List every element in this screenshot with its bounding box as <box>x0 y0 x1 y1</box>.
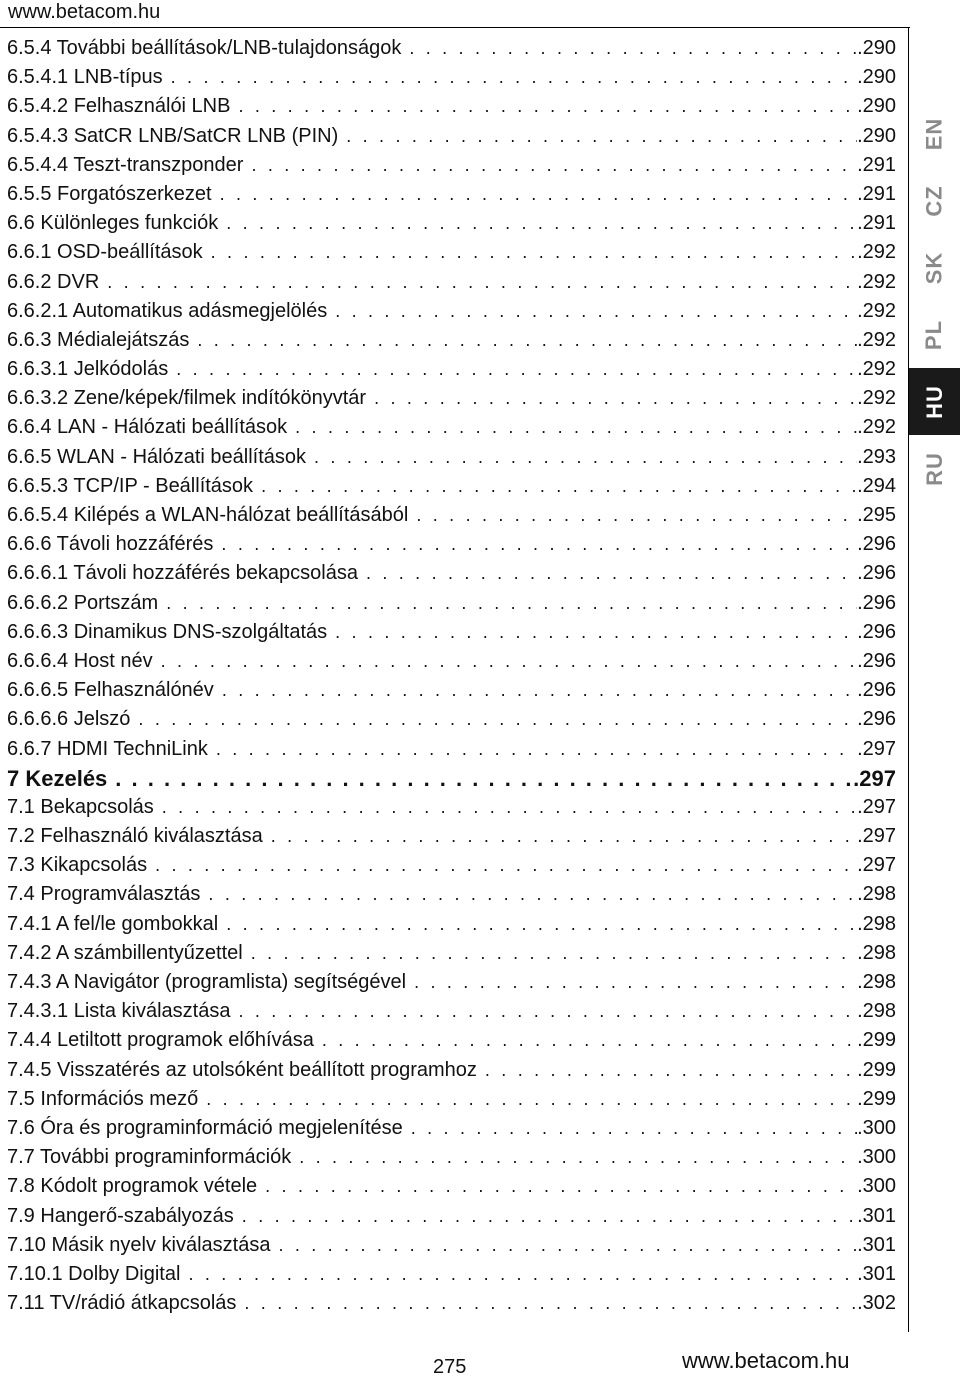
language-tab-pl <box>909 301 960 368</box>
toc-entry-page: .295 <box>857 504 896 526</box>
language-tab-label: SK <box>921 251 947 284</box>
toc-entry-page: .297 <box>857 825 896 848</box>
language-tab-label: HU <box>921 384 947 419</box>
toc-entry-title: 6.6.3 Médialejátszás <box>7 328 190 351</box>
toc-dot-leader <box>188 1260 857 1289</box>
toc-entry-page: .291 <box>857 212 896 235</box>
toc-entry-title: 7.11 TV/rádió átkapcsolás <box>7 1292 237 1315</box>
toc-entry <box>7 1143 896 1172</box>
toc-entry-page: .300 <box>857 1116 896 1139</box>
toc-entry-page: .300 <box>857 1146 896 1169</box>
language-tab-cz <box>909 167 960 234</box>
toc-entry-page: .299 <box>857 1058 896 1081</box>
toc-entry-page: .296 <box>857 591 896 614</box>
toc-entry <box>7 939 896 968</box>
language-tab-label: CZ <box>921 184 947 217</box>
toc-entry-title: 6.6.3.2 Zene/képek/filmek indítókönyvtár <box>7 387 367 410</box>
toc-dot-leader <box>197 326 857 355</box>
toc-entry-page: .299 <box>857 1029 896 1052</box>
toc-entry <box>7 997 896 1026</box>
toc-dot-leader <box>346 122 857 151</box>
toc-entry-page: .301 <box>857 1233 896 1256</box>
toc-entry <box>7 676 896 705</box>
toc-entry-title: 6.6.6.5 Felhasználónév <box>7 679 214 702</box>
toc-entry-title: 6.6.2 DVR <box>7 270 100 293</box>
toc-entry-page: .292 <box>857 241 896 264</box>
toc-entry <box>7 618 896 647</box>
language-tab-label: PL <box>921 319 947 350</box>
toc-dot-leader <box>226 209 857 238</box>
table-of-contents <box>7 34 896 1318</box>
language-tab-hu <box>909 368 960 435</box>
toc-dot-leader <box>314 443 857 472</box>
toc-entry <box>7 501 896 530</box>
toc-entry <box>7 1114 896 1143</box>
toc-entry-page: .294 <box>857 474 896 497</box>
toc-entry-page: .290 <box>857 66 896 89</box>
toc-entry <box>7 910 896 939</box>
toc-entry <box>7 589 896 618</box>
toc-entry <box>7 793 896 822</box>
toc-entry-title: 6.6.5 WLAN - Hálózati beállítások <box>7 445 307 468</box>
toc-entry-title: 6.6.6.6 Jelszó <box>7 708 131 731</box>
footer-site-url: www.betacom.hu <box>682 1348 850 1373</box>
toc-entry <box>7 1056 896 1085</box>
toc-dot-leader <box>251 151 857 180</box>
toc-entry <box>7 1289 896 1318</box>
toc-dot-leader <box>171 63 857 92</box>
toc-entry-page: .297 <box>857 737 896 760</box>
toc-entry-page: .290 <box>857 95 896 118</box>
toc-entry-page: .296 <box>857 649 896 672</box>
toc-dot-leader <box>115 764 853 793</box>
toc-dot-leader <box>138 705 857 734</box>
toc-entry-page: .301 <box>857 1204 896 1227</box>
toc-entry <box>7 735 896 764</box>
toc-entry <box>7 647 896 676</box>
toc-entry-title: 6.5.4.3 SatCR LNB/SatCR LNB (PIN) <box>7 124 339 147</box>
toc-entry-page: .290 <box>857 124 896 147</box>
toc-entry-title: 7.4 Programválasztás <box>7 883 201 906</box>
toc-dot-leader <box>238 997 857 1026</box>
toc-entry <box>7 34 896 63</box>
toc-entry-page: .290 <box>857 37 896 59</box>
toc-entry-title: 7.4.3.1 Lista kiválasztása <box>7 1000 231 1023</box>
toc-entry-page: .300 <box>857 1175 896 1198</box>
toc-entry-page: .296 <box>857 533 896 556</box>
toc-entry-page: .299 <box>857 1087 896 1110</box>
toc-entry-title: 7.4.4 Letiltott programok előhívása <box>7 1029 314 1052</box>
toc-dot-leader <box>485 1056 857 1085</box>
toc-dot-leader <box>161 647 857 676</box>
toc-entry-page: .291 <box>857 182 896 205</box>
toc-entry-title: 7.10 Másik nyelv kiválasztása <box>7 1233 271 1256</box>
toc-entry-page: .296 <box>857 620 896 643</box>
toc-entry-title: 6.5.4.4 Teszt-transzponder <box>7 153 244 176</box>
language-tab-ru <box>909 435 960 502</box>
toc-dot-leader <box>107 268 857 297</box>
toc-entry <box>7 326 896 355</box>
language-tab-label: EN <box>921 117 947 150</box>
toc-entry-title: 7.4.3 A Navigátor (programlista) segítségével <box>7 971 407 993</box>
toc-entry-title: 6.6.7 HDMI TechniLink <box>7 737 208 760</box>
toc-entry-title: 6.5.4.2 Felhasználói LNB <box>7 95 231 118</box>
toc-entry <box>7 209 896 238</box>
toc-entry-title: 6.6.6 Távoli hozzáférés <box>7 533 214 556</box>
header-site-url: www.betacom.hu <box>8 1 161 23</box>
page-number: 275 <box>433 1356 467 1378</box>
toc-entry-title: 6.5.5 Forgatószerkezet <box>7 182 212 205</box>
toc-entry-title: 7.6 Óra és programinformáció megjelenítése <box>7 1116 403 1139</box>
toc-entry-page: .292 <box>857 358 896 381</box>
toc-dot-leader <box>206 1085 857 1114</box>
toc-dot-leader <box>299 1143 857 1172</box>
toc-dot-leader <box>211 238 857 267</box>
toc-entry-title: 6.6 Különleges funkciók <box>7 212 219 235</box>
toc-dot-leader <box>216 735 857 764</box>
toc-entry-title: 6.6.6.2 Portszám <box>7 591 159 614</box>
toc-entry-page: .298 <box>857 941 896 964</box>
toc-dot-leader <box>251 939 857 968</box>
toc-entry-page: .296 <box>857 679 896 702</box>
toc-entry-title: 7.1 Bekapcsolás <box>7 795 154 818</box>
toc-entry <box>7 530 896 559</box>
toc-chapter-entry <box>7 764 896 793</box>
header-rule <box>0 27 910 28</box>
toc-entry <box>7 297 896 326</box>
toc-dot-leader <box>335 297 857 326</box>
toc-entry <box>7 238 896 267</box>
toc-entry <box>7 122 896 151</box>
toc-entry-page: .292 <box>857 416 896 439</box>
toc-entry-title: 7.2 Felhasználó kiválasztása <box>7 825 263 848</box>
toc-entry-page: .302 <box>857 1292 896 1315</box>
toc-dot-leader <box>220 180 858 209</box>
toc-entry <box>7 1172 896 1201</box>
toc-dot-leader <box>155 851 857 880</box>
toc-entry <box>7 384 896 413</box>
toc-dot-leader <box>176 355 857 384</box>
toc-entry-title: 6.5.4.1 LNB-típus <box>7 66 163 89</box>
toc-entry-title: 7.7 További programinformációk <box>7 1146 292 1169</box>
toc-dot-leader <box>271 822 857 851</box>
toc-entry-title: 6.5.4 További beállítások/LNB-tulajdonságok <box>7 37 402 59</box>
toc-entry-title: 6.6.5.3 TCP/IP - Beállítások <box>7 474 254 497</box>
toc-dot-leader <box>222 676 857 705</box>
toc-dot-leader <box>166 589 857 618</box>
toc-dot-leader <box>295 413 857 442</box>
toc-entry-title: 7.5 Információs mező <box>7 1087 199 1110</box>
toc-entry-title: 7.3 Kikapcsolás <box>7 854 148 877</box>
toc-entry-title: 7.10.1 Dolby Digital <box>7 1262 181 1285</box>
toc-entry <box>7 880 896 909</box>
toc-entry-page: .292 <box>857 270 896 293</box>
toc-entry <box>7 1260 896 1289</box>
toc-entry-page: .298 <box>857 1000 896 1023</box>
language-tab-label: RU <box>921 451 947 486</box>
toc-entry-title: 6.6.1 OSD-beállítások <box>7 241 203 264</box>
toc-entry <box>7 705 896 734</box>
toc-entry-page: .296 <box>857 708 896 731</box>
toc-entry-page: .292 <box>857 299 896 322</box>
toc-entry-page: .298 <box>857 971 896 993</box>
toc-dot-leader <box>226 910 857 939</box>
toc-entry <box>7 1202 896 1231</box>
toc-entry <box>7 822 896 851</box>
toc-entry-page: .297 <box>853 765 896 791</box>
toc-dot-leader <box>162 793 857 822</box>
toc-entry <box>7 268 896 297</box>
toc-dot-leader <box>265 1172 857 1201</box>
toc-entry-page: .292 <box>857 328 896 351</box>
toc-entry-page: .291 <box>857 153 896 176</box>
language-tab-en <box>909 100 960 167</box>
toc-entry <box>7 1085 896 1114</box>
toc-entry <box>7 559 896 588</box>
toc-entry <box>7 1231 896 1260</box>
toc-entry-page: .292 <box>857 387 896 410</box>
toc-entry <box>7 851 896 880</box>
toc-entry-page: .301 <box>857 1262 896 1285</box>
toc-entry <box>7 355 896 384</box>
toc-entry-title: 6.6.3.1 Jelkódolás <box>7 358 169 381</box>
language-tab-sk <box>909 234 960 301</box>
toc-entry-title: 6.6.4 LAN - Hálózati beállítások <box>7 416 288 439</box>
toc-dot-leader <box>411 1114 857 1143</box>
toc-entry <box>7 968 896 997</box>
toc-dot-leader <box>244 1289 857 1318</box>
toc-dot-leader <box>416 501 857 530</box>
toc-entry-page: .298 <box>857 883 896 906</box>
toc-entry-page: .296 <box>857 562 896 585</box>
toc-dot-leader <box>322 1026 857 1055</box>
toc-entry-title: 7.4.5 Visszatérés az utolsóként beállított programhoz <box>7 1058 477 1081</box>
toc-entry-title: 7.9 Hangerő-szabályozás <box>7 1204 234 1227</box>
toc-entry-title: 6.6.6.4 Host név <box>7 649 153 672</box>
toc-entry-page: .293 <box>857 445 896 468</box>
toc-entry-title: 7.4.1 A fel/le gombokkal <box>7 912 219 935</box>
toc-dot-leader <box>414 968 857 997</box>
toc-dot-leader <box>242 1202 857 1231</box>
toc-dot-leader <box>238 92 857 121</box>
toc-entry-title: 6.6.5.4 Kilépés a WLAN-hálózat beállításából <box>7 504 409 526</box>
toc-entry-title: 7.8 Kódolt programok vétele <box>7 1175 258 1198</box>
toc-entry-title: 7 Kezelés <box>7 765 108 791</box>
toc-dot-leader <box>409 34 857 63</box>
toc-entry <box>7 151 896 180</box>
toc-dot-leader <box>208 880 857 909</box>
toc-entry <box>7 63 896 92</box>
toc-dot-leader <box>278 1231 857 1260</box>
toc-entry-title: 6.6.6.1 Távoli hozzáférés bekapcsolása <box>7 562 358 585</box>
toc-dot-leader <box>374 384 857 413</box>
toc-entry <box>7 180 896 209</box>
toc-entry <box>7 1026 896 1055</box>
toc-dot-leader <box>335 618 857 647</box>
toc-entry <box>7 443 896 472</box>
language-tabs <box>909 100 960 502</box>
toc-entry <box>7 92 896 121</box>
toc-entry-page: .297 <box>857 854 896 877</box>
toc-entry <box>7 413 896 442</box>
toc-entry-page: .297 <box>857 795 896 818</box>
toc-entry <box>7 472 896 501</box>
toc-dot-leader <box>221 530 857 559</box>
toc-entry-title: 7.4.2 A számbillentyűzettel <box>7 941 243 964</box>
toc-dot-leader <box>261 472 857 501</box>
toc-entry-title: 6.6.2.1 Automatikus adásmegjelölés <box>7 299 328 322</box>
toc-entry-title: 6.6.6.3 Dinamikus DNS-szolgáltatás <box>7 620 328 643</box>
toc-dot-leader <box>366 559 857 588</box>
toc-entry-page: .298 <box>857 912 896 935</box>
